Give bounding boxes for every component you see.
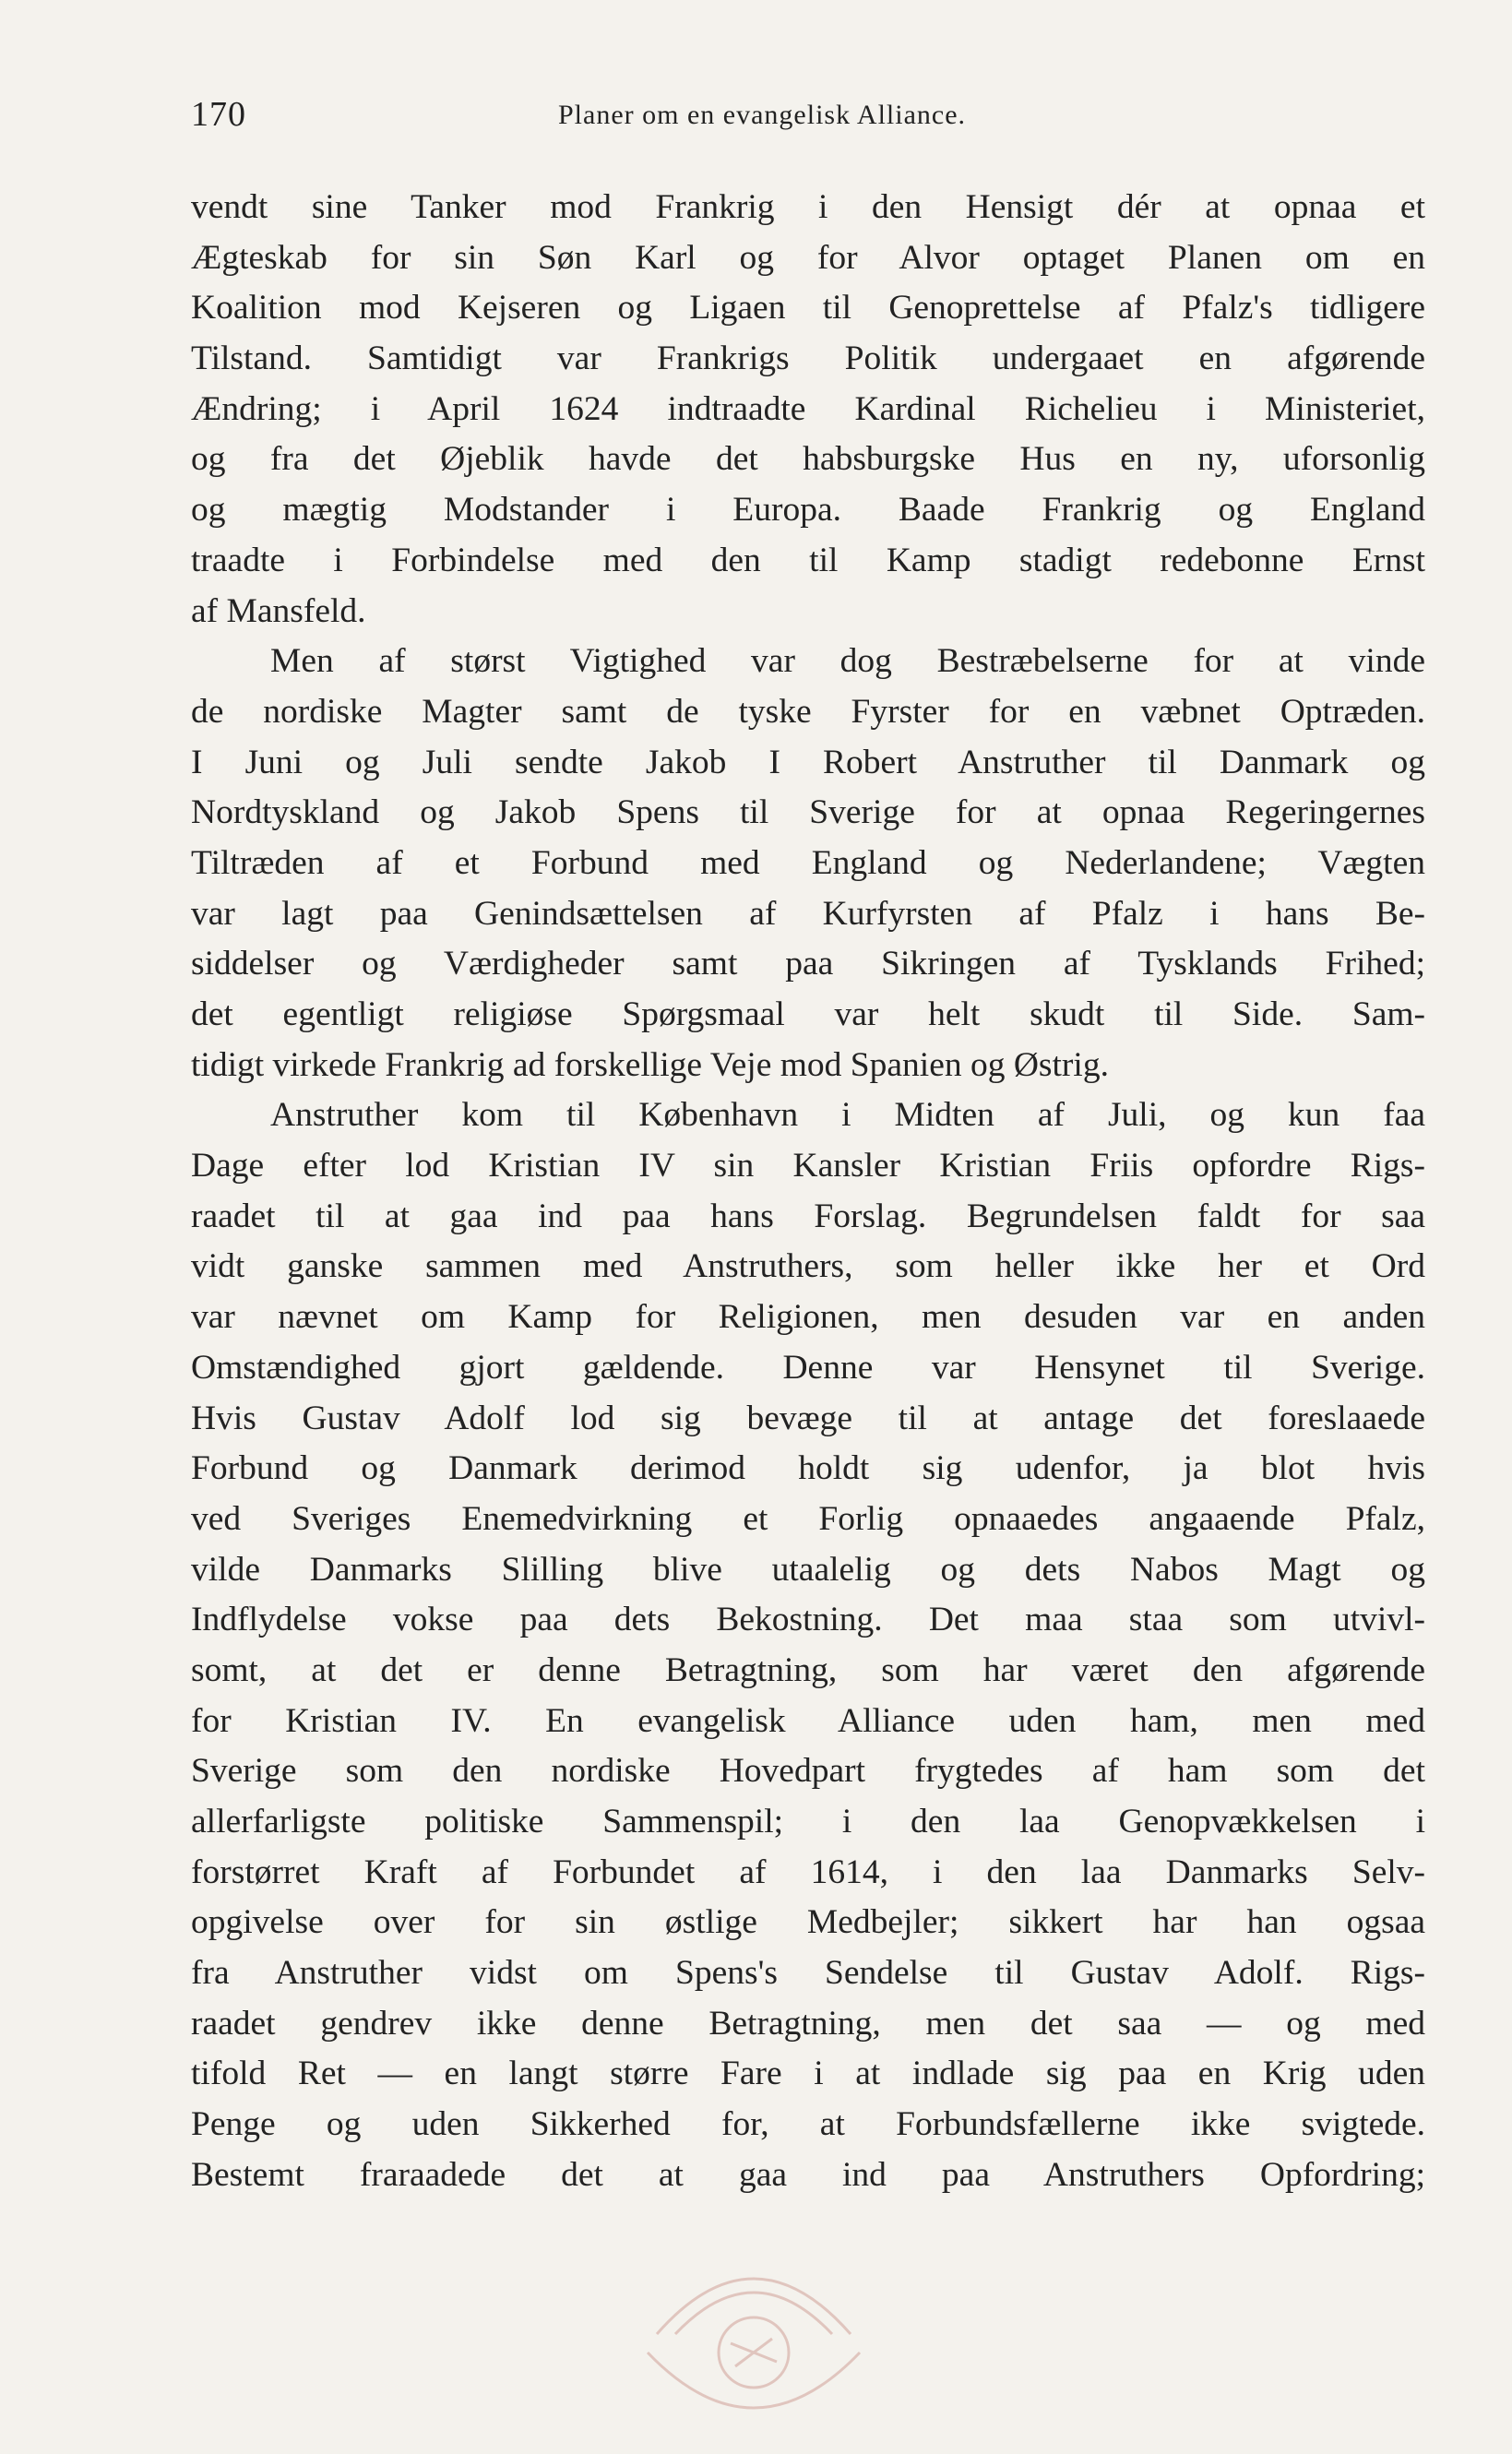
text-line: af Mansfeld. [191,591,366,630]
text-line: Forbund og Danmark derimod holdt sig udenfor, ja blot hvis [191,1449,1425,1488]
text-line: og fra det Øjeblik havde det habsburgske Hus en ny, uforsonlig [191,440,1425,479]
text-line: Tiltræden af et Forbund med England og Nederlandene; Vægten [191,843,1425,882]
text-line: tidigt virkede Frankrig ad forskellige Veje mod Spanien og Østrig. [191,1045,1109,1084]
text-line: vilde Danmarks Slilling blive utaalelig og dets Nabos Magt og [191,1550,1425,1589]
text-line: raadet til at gaa ind paa hans Forslag. Begrundelsen faldt for saa [191,1197,1425,1235]
library-stamp-icon [620,2233,887,2445]
text-line: Anstruther kom til København i Midten af Juli, og kun faa [270,1096,1425,1135]
text-line: Koalition mod Kejseren og Ligaen til Genoprettelse af Pfalz's tidligere [191,289,1425,328]
text-line: Sverige som den nordiske Hovedpart frygtedes af ham som det [191,1752,1425,1791]
text-line: vendt sine Tanker mod Frankrig i den Hensigt dér at opnaa et [191,188,1425,226]
text-line: Indflydelse vokse paa dets Bekostning. Det maa staa som utvivl- [191,1601,1425,1639]
text-line: var nævnet om Kamp for Religionen, men desuden var en anden [191,1298,1425,1337]
text-line: Bestemt fraraadede det at gaa ind paa Anstruthers Opfordring; [191,2155,1425,2194]
text-line: Omstændighed gjort gældende. Denne var Hensynet til Sverige. [191,1348,1425,1387]
text-line: siddelser og Værdigheder samt paa Sikringen af Tysklands Frihed; [191,945,1425,983]
text-line: det egentligt religiøse Spørgsmaal var helt skudt til Side. Sam- [191,995,1425,1033]
page-number: 170 [191,95,246,134]
text-line: de nordiske Magter samt de tyske Fyrster for en væbnet Optræden. [191,692,1425,731]
text-line: vidt ganske sammen med Anstruthers, som heller ikke her et Ord [191,1247,1425,1286]
text-line: Dage efter lod Kristian IV sin Kansler Kristian Friis opfordre Rigs- [191,1147,1425,1185]
text-line: tifold Ret — en langt større Fare i at indlade sig paa en Krig uden [191,2055,1425,2093]
text-line: raadet gendrev ikke denne Betragtning, men det saa — og med [191,2004,1425,2043]
text-line: Nordtyskland og Jakob Spens til Sverige for at opnaa Regeringernes [191,793,1425,832]
body-text [191,183,1425,2201]
text-line: var lagt paa Genindsættelsen af Kurfyrsten af Pfalz i hans Be- [191,894,1425,933]
text-line: I Juni og Juli sendte Jakob I Robert Anstruther til Danmark og [191,743,1425,781]
text-line: ved Sveriges Enemedvirkning et Forlig opnaaedes angaaende Pfalz, [191,1499,1425,1538]
text-line: Men af størst Vigtighed var dog Bestræbelserne for at vinde [270,642,1425,681]
text-line: for Kristian IV. En evangelisk Alliance uden ham, men med [191,1701,1425,1740]
text-line: Ægteskab for sin Søn Karl og for Alvor optaget Planen om en [191,238,1425,277]
text-line: forstørret Kraft af Forbundet af 1614, i den laa Danmarks Selv- [191,1852,1425,1891]
text-line: Ændring; i April 1624 indtraadte Kardinal Richelieu i Ministeriet, [191,389,1425,428]
text-line: opgivelse over for sin østlige Medbejler; sikkert har han ogsaa [191,1903,1425,1942]
text-line: Penge og uden Sikkerhed for, at Forbundsfællerne ikke svigtede. [191,2105,1425,2144]
text-line: somt, at det er denne Betragtning, som har været den afgørende [191,1650,1425,1689]
text-line: traadte i Forbindelse med den til Kamp stadigt redebonne Ernst [191,541,1425,579]
text-line: fra Anstruther vidst om Spens's Sendelse til Gustav Adolf. Rigs- [191,1954,1425,1993]
text-line: Tilstand. Samtidigt var Frankrigs Politik undergaaet en afgørende [191,340,1425,378]
text-line: Hvis Gustav Adolf lod sig bevæge til at antage det foreslaaede [191,1399,1425,1437]
text-line: allerfarligste politiske Sammenspil; i den laa Genopvækkelsen i [191,1803,1425,1840]
running-title: Planer om en evangelisk Alliance. [558,100,967,130]
text-line: og mægtig Modstander i Europa. Baade Frankrig og England [191,491,1425,530]
